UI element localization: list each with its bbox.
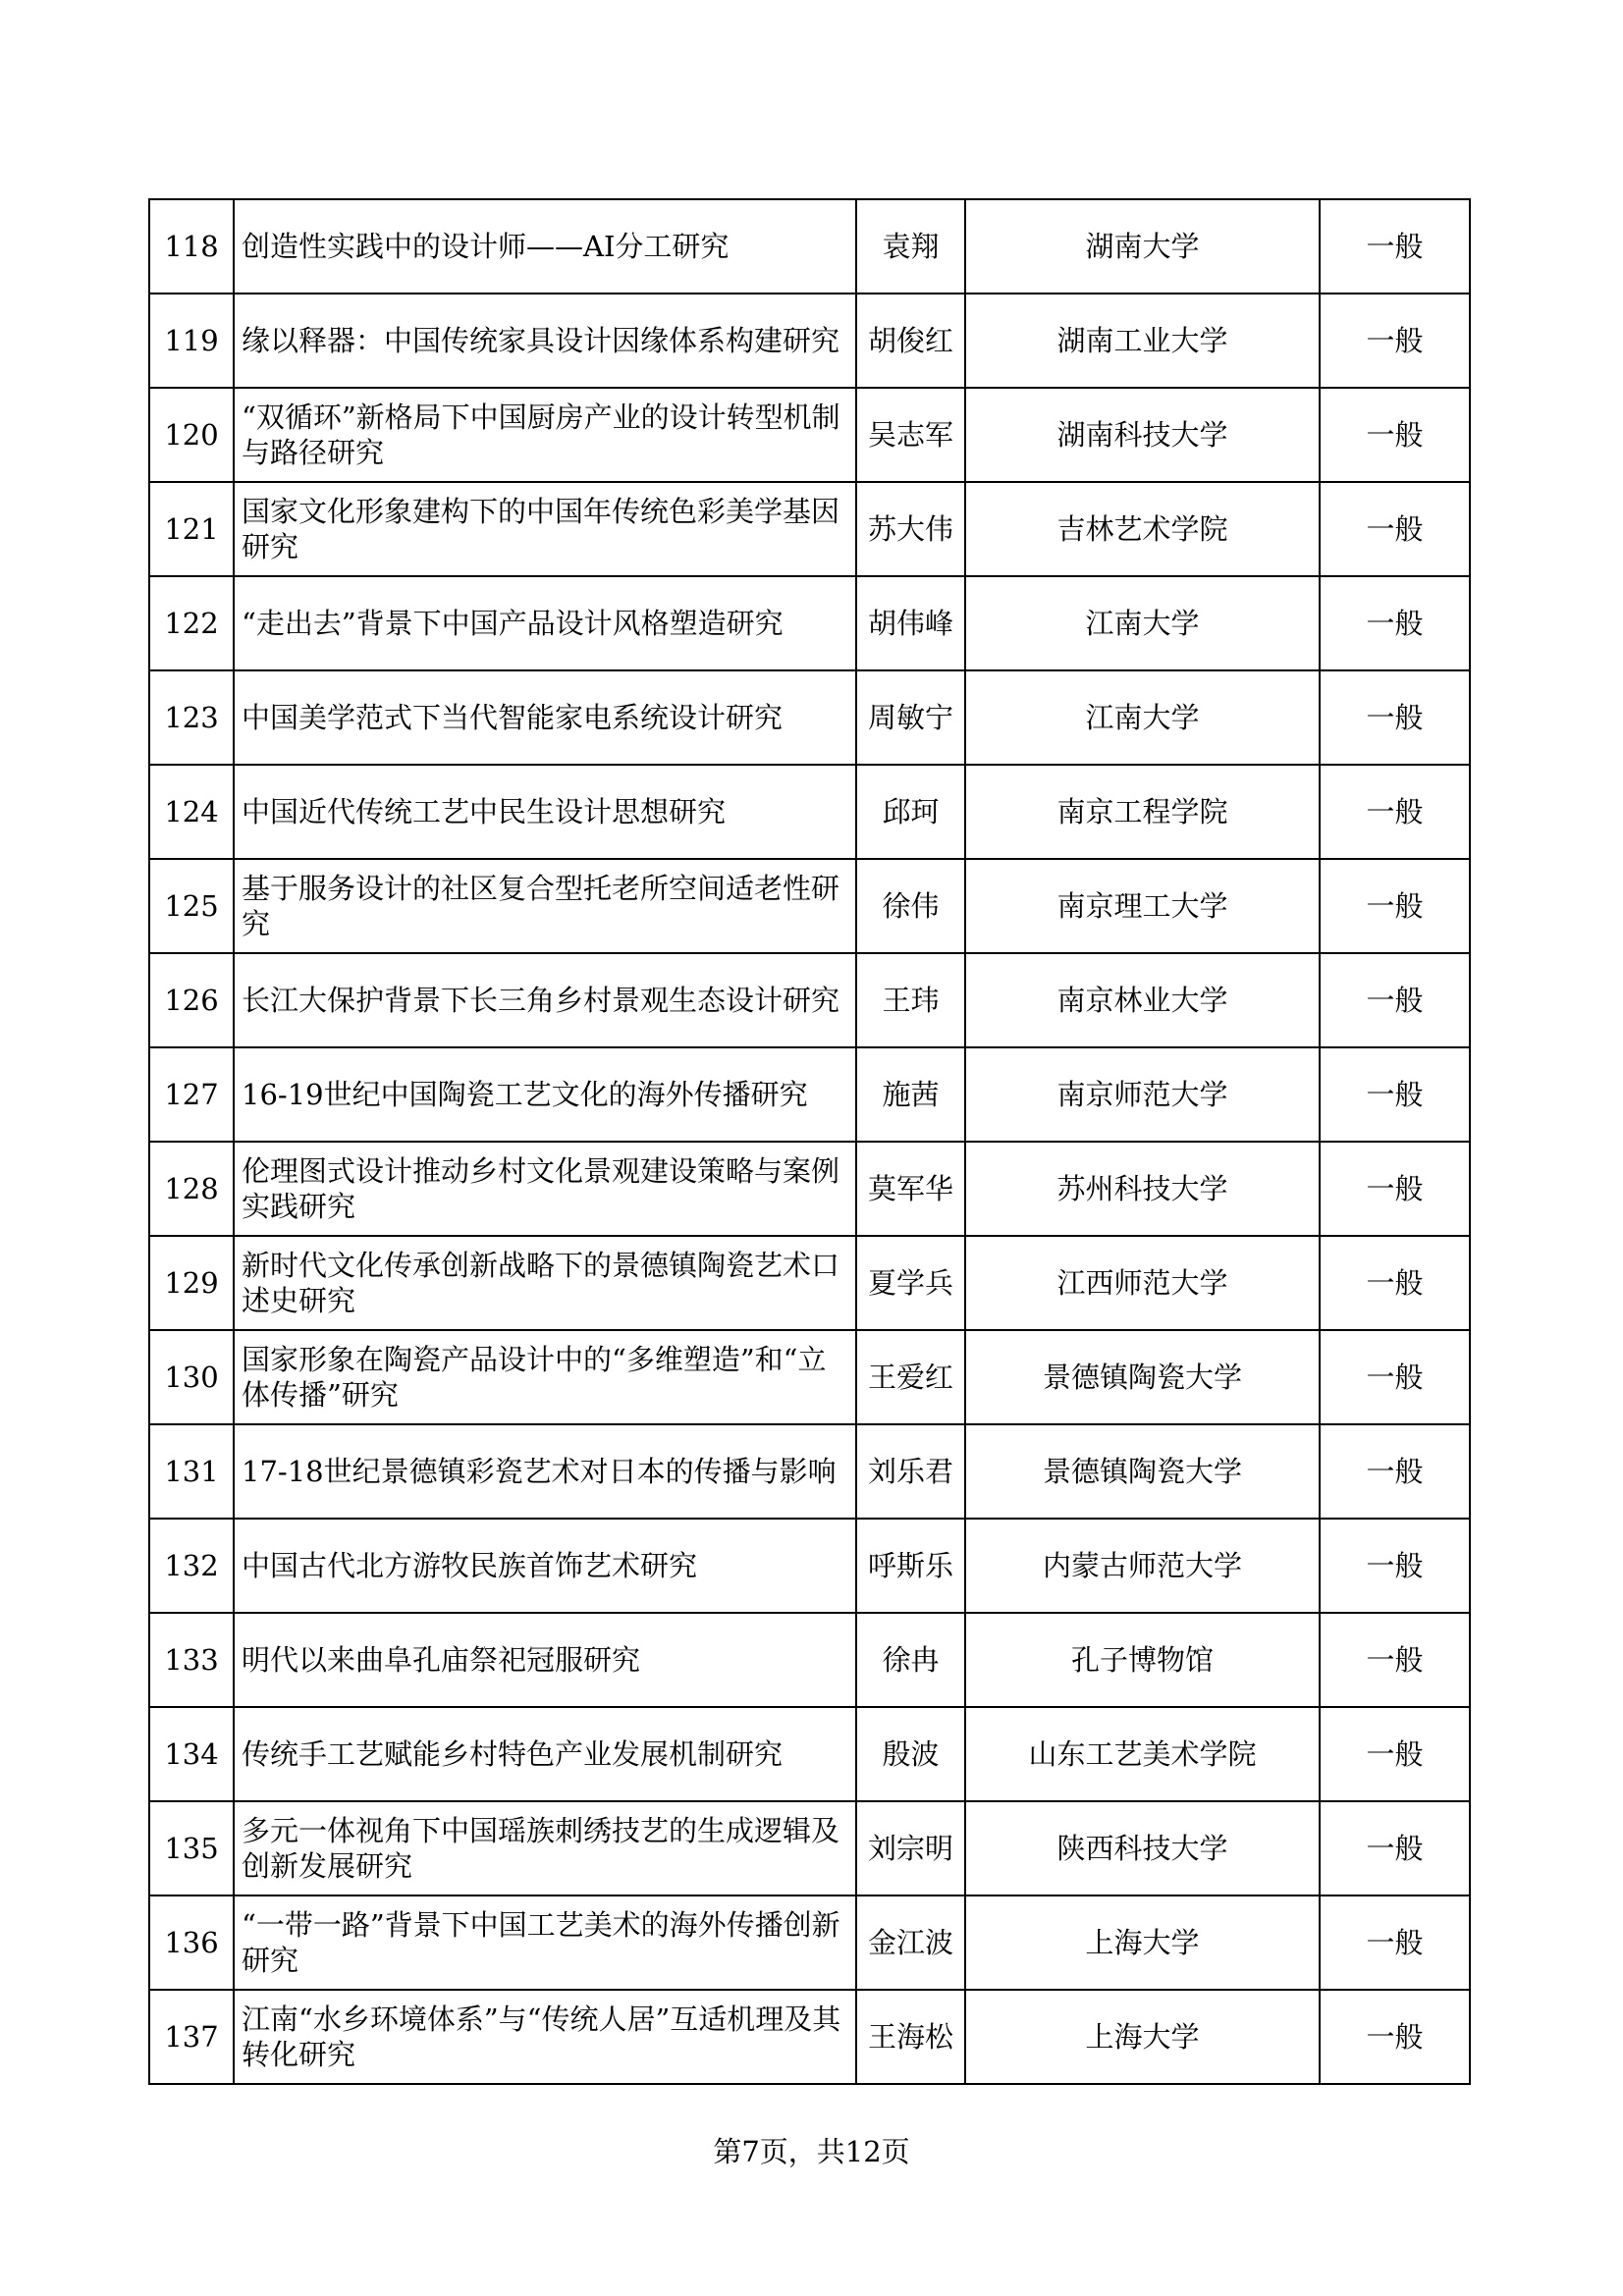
- table-row: [149, 953, 1470, 1047]
- table-row: [149, 1424, 1470, 1519]
- institution-cell: 苏州科技大学: [965, 1142, 1320, 1236]
- institution-cell: 上海大学: [965, 1896, 1320, 1990]
- principal-investigator-cell: 徐伟: [856, 859, 965, 953]
- row-number-cell: 130: [149, 1330, 234, 1424]
- row-number-cell: 133: [149, 1613, 234, 1707]
- project-level-cell: 一般: [1320, 1990, 1470, 2084]
- principal-investigator-cell: 莫军华: [856, 1142, 965, 1236]
- table-row: [149, 1236, 1470, 1330]
- project-level-cell: 一般: [1320, 1142, 1470, 1236]
- institution-cell: 湖南科技大学: [965, 388, 1320, 482]
- project-title-cell: 中国美学范式下当代智能家电系统设计研究: [234, 670, 856, 765]
- row-number-cell: 136: [149, 1896, 234, 1990]
- row-number-cell: 132: [149, 1519, 234, 1613]
- project-list-table: [148, 198, 1471, 2085]
- project-level-cell: 一般: [1320, 1801, 1470, 1896]
- principal-investigator-cell: 周敏宁: [856, 670, 965, 765]
- project-title-cell: 传统手工艺赋能乡村特色产业发展机制研究: [234, 1707, 856, 1801]
- principal-investigator-cell: 苏大伟: [856, 482, 965, 576]
- project-title-cell: 新时代文化传承创新战略下的景德镇陶瓷艺术口述史研究: [234, 1236, 856, 1330]
- institution-cell: 上海大学: [965, 1990, 1320, 2084]
- principal-investigator-cell: 刘宗明: [856, 1801, 965, 1896]
- project-level-cell: 一般: [1320, 1236, 1470, 1330]
- project-level-cell: 一般: [1320, 859, 1470, 953]
- principal-investigator-cell: 王爱红: [856, 1330, 965, 1424]
- institution-cell: 景德镇陶瓷大学: [965, 1424, 1320, 1519]
- principal-investigator-cell: 呼斯乐: [856, 1519, 965, 1613]
- row-number-cell: 118: [149, 199, 234, 294]
- institution-cell: 南京理工大学: [965, 859, 1320, 953]
- project-level-cell: 一般: [1320, 1707, 1470, 1801]
- project-title-cell: “双循环”新格局下中国厨房产业的设计转型机制与路径研究: [234, 388, 856, 482]
- table-row: [149, 576, 1470, 670]
- row-number-cell: 127: [149, 1047, 234, 1142]
- row-number-cell: 123: [149, 670, 234, 765]
- project-title-cell: 明代以来曲阜孔庙祭祀冠服研究: [234, 1613, 856, 1707]
- row-number-cell: 129: [149, 1236, 234, 1330]
- project-level-cell: 一般: [1320, 482, 1470, 576]
- table-row: [149, 1801, 1470, 1896]
- principal-investigator-cell: 胡伟峰: [856, 576, 965, 670]
- project-title-cell: 长江大保护背景下长三角乡村景观生态设计研究: [234, 953, 856, 1047]
- institution-cell: 南京师范大学: [965, 1047, 1320, 1142]
- principal-investigator-cell: 王玮: [856, 953, 965, 1047]
- institution-cell: 南京林业大学: [965, 953, 1320, 1047]
- project-title-cell: “走出去”背景下中国产品设计风格塑造研究: [234, 576, 856, 670]
- project-level-cell: 一般: [1320, 1424, 1470, 1519]
- table-row: [149, 1047, 1470, 1142]
- project-list-body: [149, 199, 1470, 2084]
- row-number-cell: 120: [149, 388, 234, 482]
- institution-cell: 孔子博物馆: [965, 1613, 1320, 1707]
- institution-cell: 陕西科技大学: [965, 1801, 1320, 1896]
- principal-investigator-cell: 施茜: [856, 1047, 965, 1142]
- project-title-cell: 伦理图式设计推动乡村文化景观建设策略与案例实践研究: [234, 1142, 856, 1236]
- project-title-cell: 国家文化形象建构下的中国年传统色彩美学基因研究: [234, 482, 856, 576]
- table-row: [149, 482, 1470, 576]
- institution-cell: 湖南工业大学: [965, 294, 1320, 388]
- table-row: [149, 1896, 1470, 1990]
- page-footer: 第7页，共12页: [713, 2135, 910, 2168]
- project-title-cell: 中国近代传统工艺中民生设计思想研究: [234, 765, 856, 859]
- institution-cell: 江西师范大学: [965, 1236, 1320, 1330]
- project-title-cell: 缘以释器：中国传统家具设计因缘体系构建研究: [234, 294, 856, 388]
- institution-cell: 景德镇陶瓷大学: [965, 1330, 1320, 1424]
- table-row: [149, 1142, 1470, 1236]
- row-number-cell: 135: [149, 1801, 234, 1896]
- principal-investigator-cell: 徐冉: [856, 1613, 965, 1707]
- table-row: [149, 388, 1470, 482]
- project-title-cell: 创造性实践中的设计师——AI分工研究: [234, 199, 856, 294]
- table-row: [149, 294, 1470, 388]
- project-title-cell: 16-19世纪中国陶瓷工艺文化的海外传播研究: [234, 1047, 856, 1142]
- table-row: [149, 199, 1470, 294]
- principal-investigator-cell: 金江波: [856, 1896, 965, 1990]
- principal-investigator-cell: 袁翔: [856, 199, 965, 294]
- table-row: [149, 1519, 1470, 1613]
- project-title-cell: “一带一路”背景下中国工艺美术的海外传播创新研究: [234, 1896, 856, 1990]
- project-level-cell: 一般: [1320, 1519, 1470, 1613]
- project-title-cell: 多元一体视角下中国瑶族刺绣技艺的生成逻辑及创新发展研究: [234, 1801, 856, 1896]
- table-row: [149, 1613, 1470, 1707]
- table-row: [149, 1330, 1470, 1424]
- row-number-cell: 122: [149, 576, 234, 670]
- row-number-cell: 137: [149, 1990, 234, 2084]
- principal-investigator-cell: 邱珂: [856, 765, 965, 859]
- project-level-cell: 一般: [1320, 1047, 1470, 1142]
- project-title-cell: 基于服务设计的社区复合型托老所空间适老性研究: [234, 859, 856, 953]
- principal-investigator-cell: 刘乐君: [856, 1424, 965, 1519]
- principal-investigator-cell: 吴志军: [856, 388, 965, 482]
- institution-cell: 南京工程学院: [965, 765, 1320, 859]
- project-level-cell: 一般: [1320, 1330, 1470, 1424]
- project-level-cell: 一般: [1320, 765, 1470, 859]
- institution-cell: 江南大学: [965, 670, 1320, 765]
- principal-investigator-cell: 夏学兵: [856, 1236, 965, 1330]
- row-number-cell: 131: [149, 1424, 234, 1519]
- principal-investigator-cell: 王海松: [856, 1990, 965, 2084]
- principal-investigator-cell: 胡俊红: [856, 294, 965, 388]
- principal-investigator-cell: 殷波: [856, 1707, 965, 1801]
- table-row: [149, 859, 1470, 953]
- institution-cell: 山东工艺美术学院: [965, 1707, 1320, 1801]
- row-number-cell: 128: [149, 1142, 234, 1236]
- project-title-cell: 国家形象在陶瓷产品设计中的“多维塑造”和“立体传播”研究: [234, 1330, 856, 1424]
- institution-cell: 湖南大学: [965, 199, 1320, 294]
- project-level-cell: 一般: [1320, 576, 1470, 670]
- project-level-cell: 一般: [1320, 670, 1470, 765]
- project-title-cell: 17-18世纪景德镇彩瓷艺术对日本的传播与影响: [234, 1424, 856, 1519]
- row-number-cell: 119: [149, 294, 234, 388]
- institution-cell: 吉林艺术学院: [965, 482, 1320, 576]
- table-row: [149, 1707, 1470, 1801]
- project-title-cell: 江南“水乡环境体系”与“传统人居”互适机理及其转化研究: [234, 1990, 856, 2084]
- row-number-cell: 124: [149, 765, 234, 859]
- project-level-cell: 一般: [1320, 388, 1470, 482]
- institution-cell: 内蒙古师范大学: [965, 1519, 1320, 1613]
- project-level-cell: 一般: [1320, 1613, 1470, 1707]
- project-level-cell: 一般: [1320, 953, 1470, 1047]
- row-number-cell: 121: [149, 482, 234, 576]
- project-list-table-wrapper: [148, 198, 1471, 2085]
- row-number-cell: 126: [149, 953, 234, 1047]
- table-row: [149, 1990, 1470, 2084]
- table-row: [149, 670, 1470, 765]
- table-row: [149, 765, 1470, 859]
- project-level-cell: 一般: [1320, 199, 1470, 294]
- row-number-cell: 134: [149, 1707, 234, 1801]
- project-level-cell: 一般: [1320, 1896, 1470, 1990]
- project-level-cell: 一般: [1320, 294, 1470, 388]
- institution-cell: 江南大学: [965, 576, 1320, 670]
- project-title-cell: 中国古代北方游牧民族首饰艺术研究: [234, 1519, 856, 1613]
- row-number-cell: 125: [149, 859, 234, 953]
